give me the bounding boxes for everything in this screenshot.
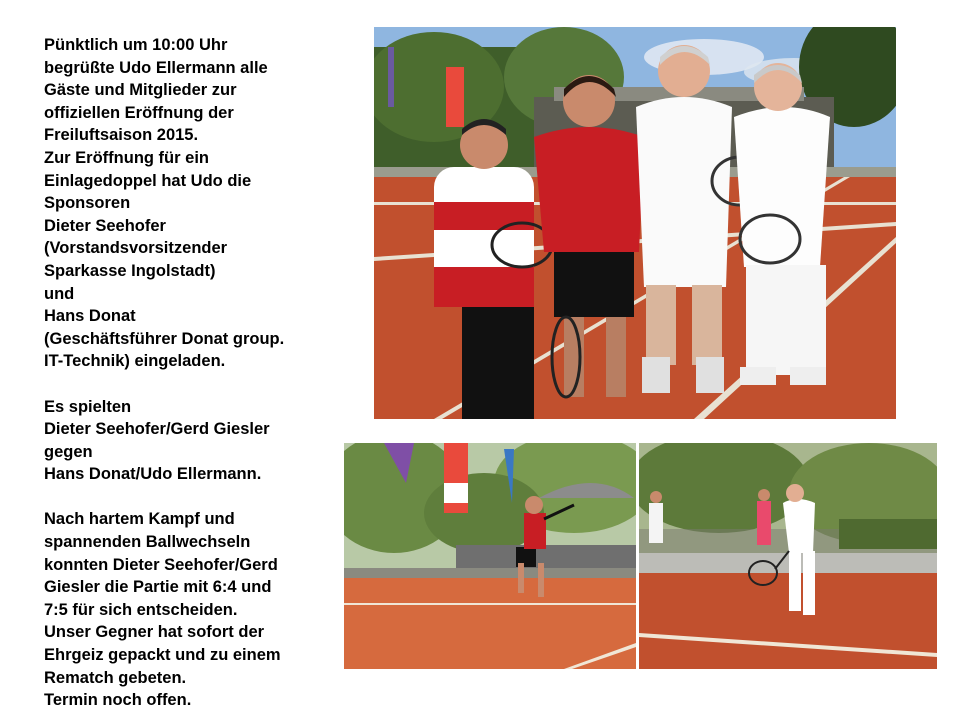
article-line: Nach hartem Kampf und <box>44 510 235 529</box>
article-text <box>44 34 344 712</box>
article-line: 7:5 für sich entscheiden. <box>44 600 238 619</box>
article-line: Gäste und Mitglieder zur <box>44 81 237 100</box>
article-line: konnten Dieter Seehofer/Gerd <box>44 555 278 574</box>
article-line: (Vorstandsvorsitzender <box>44 239 228 258</box>
article-line <box>44 373 344 396</box>
photo-forehand-player-image <box>639 443 937 669</box>
article-line: Termin noch offen. <box>44 691 192 710</box>
article-line: Sparkasse Ingolstadt) <box>44 261 216 280</box>
article-line: Freiluftsaison 2015. <box>44 126 199 145</box>
article-line: Einlagedoppel hat Udo die <box>44 171 252 190</box>
article-line: Hans Donat <box>44 307 136 326</box>
article-line: Rematch gebeten. <box>44 668 187 687</box>
article-line: Dieter Seehofer <box>44 216 166 235</box>
article-line: Es spielten <box>44 397 132 416</box>
article-line: spannenden Ballwechseln <box>44 533 251 552</box>
article-line: Dieter Seehofer/Gerd Giesler <box>44 420 270 439</box>
photo-serving-player-image <box>344 443 636 669</box>
article-line: und <box>44 284 75 303</box>
article-line: Hans Donat/Udo Ellermann. <box>44 465 262 484</box>
article-line <box>44 486 344 509</box>
photo-forehand-player <box>639 443 937 669</box>
article-line: offiziellen Eröffnung der <box>44 103 234 122</box>
article-line: begrüßte Udo Ellermann alle <box>44 58 268 77</box>
photo-four-players <box>374 27 896 419</box>
article-line: Ehrgeiz gepackt und zu einem <box>44 646 281 665</box>
article-line: Giesler die Partie mit 6:4 und <box>44 578 272 597</box>
article-line: IT-Technik) eingeladen. <box>44 352 226 371</box>
article-line: Zur Eröffnung für ein <box>44 148 209 167</box>
article-line: gegen <box>44 442 93 461</box>
article-line: Sponsoren <box>44 194 131 213</box>
photo-four-players-image <box>374 27 896 419</box>
photo-serving-player <box>344 443 636 669</box>
article-line: (Geschäftsführer Donat group. <box>44 329 285 348</box>
article-line: Unser Gegner hat sofort der <box>44 623 265 642</box>
article-line: Pünktlich um 10:00 Uhr <box>44 36 228 54</box>
